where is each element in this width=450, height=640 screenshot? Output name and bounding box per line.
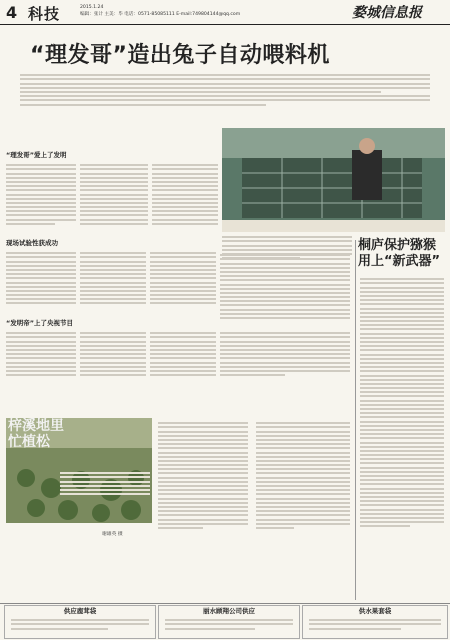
text-column <box>152 162 218 227</box>
ad-title: 供水果套袋 <box>358 607 392 615</box>
ad-divider <box>0 603 450 604</box>
header-info <box>80 4 310 18</box>
column-divider <box>355 240 356 600</box>
section-title: 科技 <box>28 5 61 23</box>
photo-box-title-line-2: 忙植松 <box>8 434 50 450</box>
photo-credit: 谢雄英 摄 <box>102 532 123 537</box>
lead-paragraph <box>20 72 430 108</box>
header-contact: 编辑：张计 主美：毕 电话：0571-85085111 E-mail:749804144@qq.com <box>80 12 241 17</box>
ad-deer-antler-bags <box>4 605 156 639</box>
text-column <box>80 162 148 227</box>
ad-fruit-bags <box>302 605 448 639</box>
sidebar-headline-line-1: 桐庐保护猕猴 <box>358 238 437 253</box>
text-column <box>80 330 146 378</box>
subheading-1: “理发哥”爱上了发明 <box>6 151 67 159</box>
paper-name: 婺城信息报 <box>352 5 422 21</box>
ad-lishui-company <box>158 605 300 639</box>
article-headline: “理发哥”造出兔子自动喂料机 <box>30 43 330 68</box>
text-column <box>6 162 76 227</box>
sidebar-text <box>360 276 444 529</box>
sidebar-headline-line-2: 用上“新武器” <box>358 254 441 269</box>
rabbit-feeder-photo <box>222 128 445 232</box>
text-column <box>150 250 216 307</box>
text-column <box>158 420 248 531</box>
sidebar-headline <box>358 238 440 270</box>
text-column <box>80 250 146 307</box>
text-column <box>6 330 76 378</box>
text-column <box>256 420 350 531</box>
text-column <box>150 330 216 378</box>
text-column <box>6 250 76 307</box>
photo-box-title <box>8 418 64 450</box>
photo-box-title-line-1: 梓溪地里 <box>8 418 64 434</box>
subheading-3: “发明帝”上了央视节目 <box>6 319 74 327</box>
text-column <box>220 252 350 321</box>
subheading-2: 现场试验性获成功 <box>6 239 58 247</box>
ad-title: 供应鹿茸袋 <box>63 607 97 615</box>
text-column <box>220 330 350 378</box>
photo-box-caption <box>60 470 150 497</box>
ad-title: 丽水顾翔公司供应 <box>203 607 255 615</box>
page-number: 4 <box>6 3 18 22</box>
header-date: 2015.1.24 <box>80 5 104 10</box>
